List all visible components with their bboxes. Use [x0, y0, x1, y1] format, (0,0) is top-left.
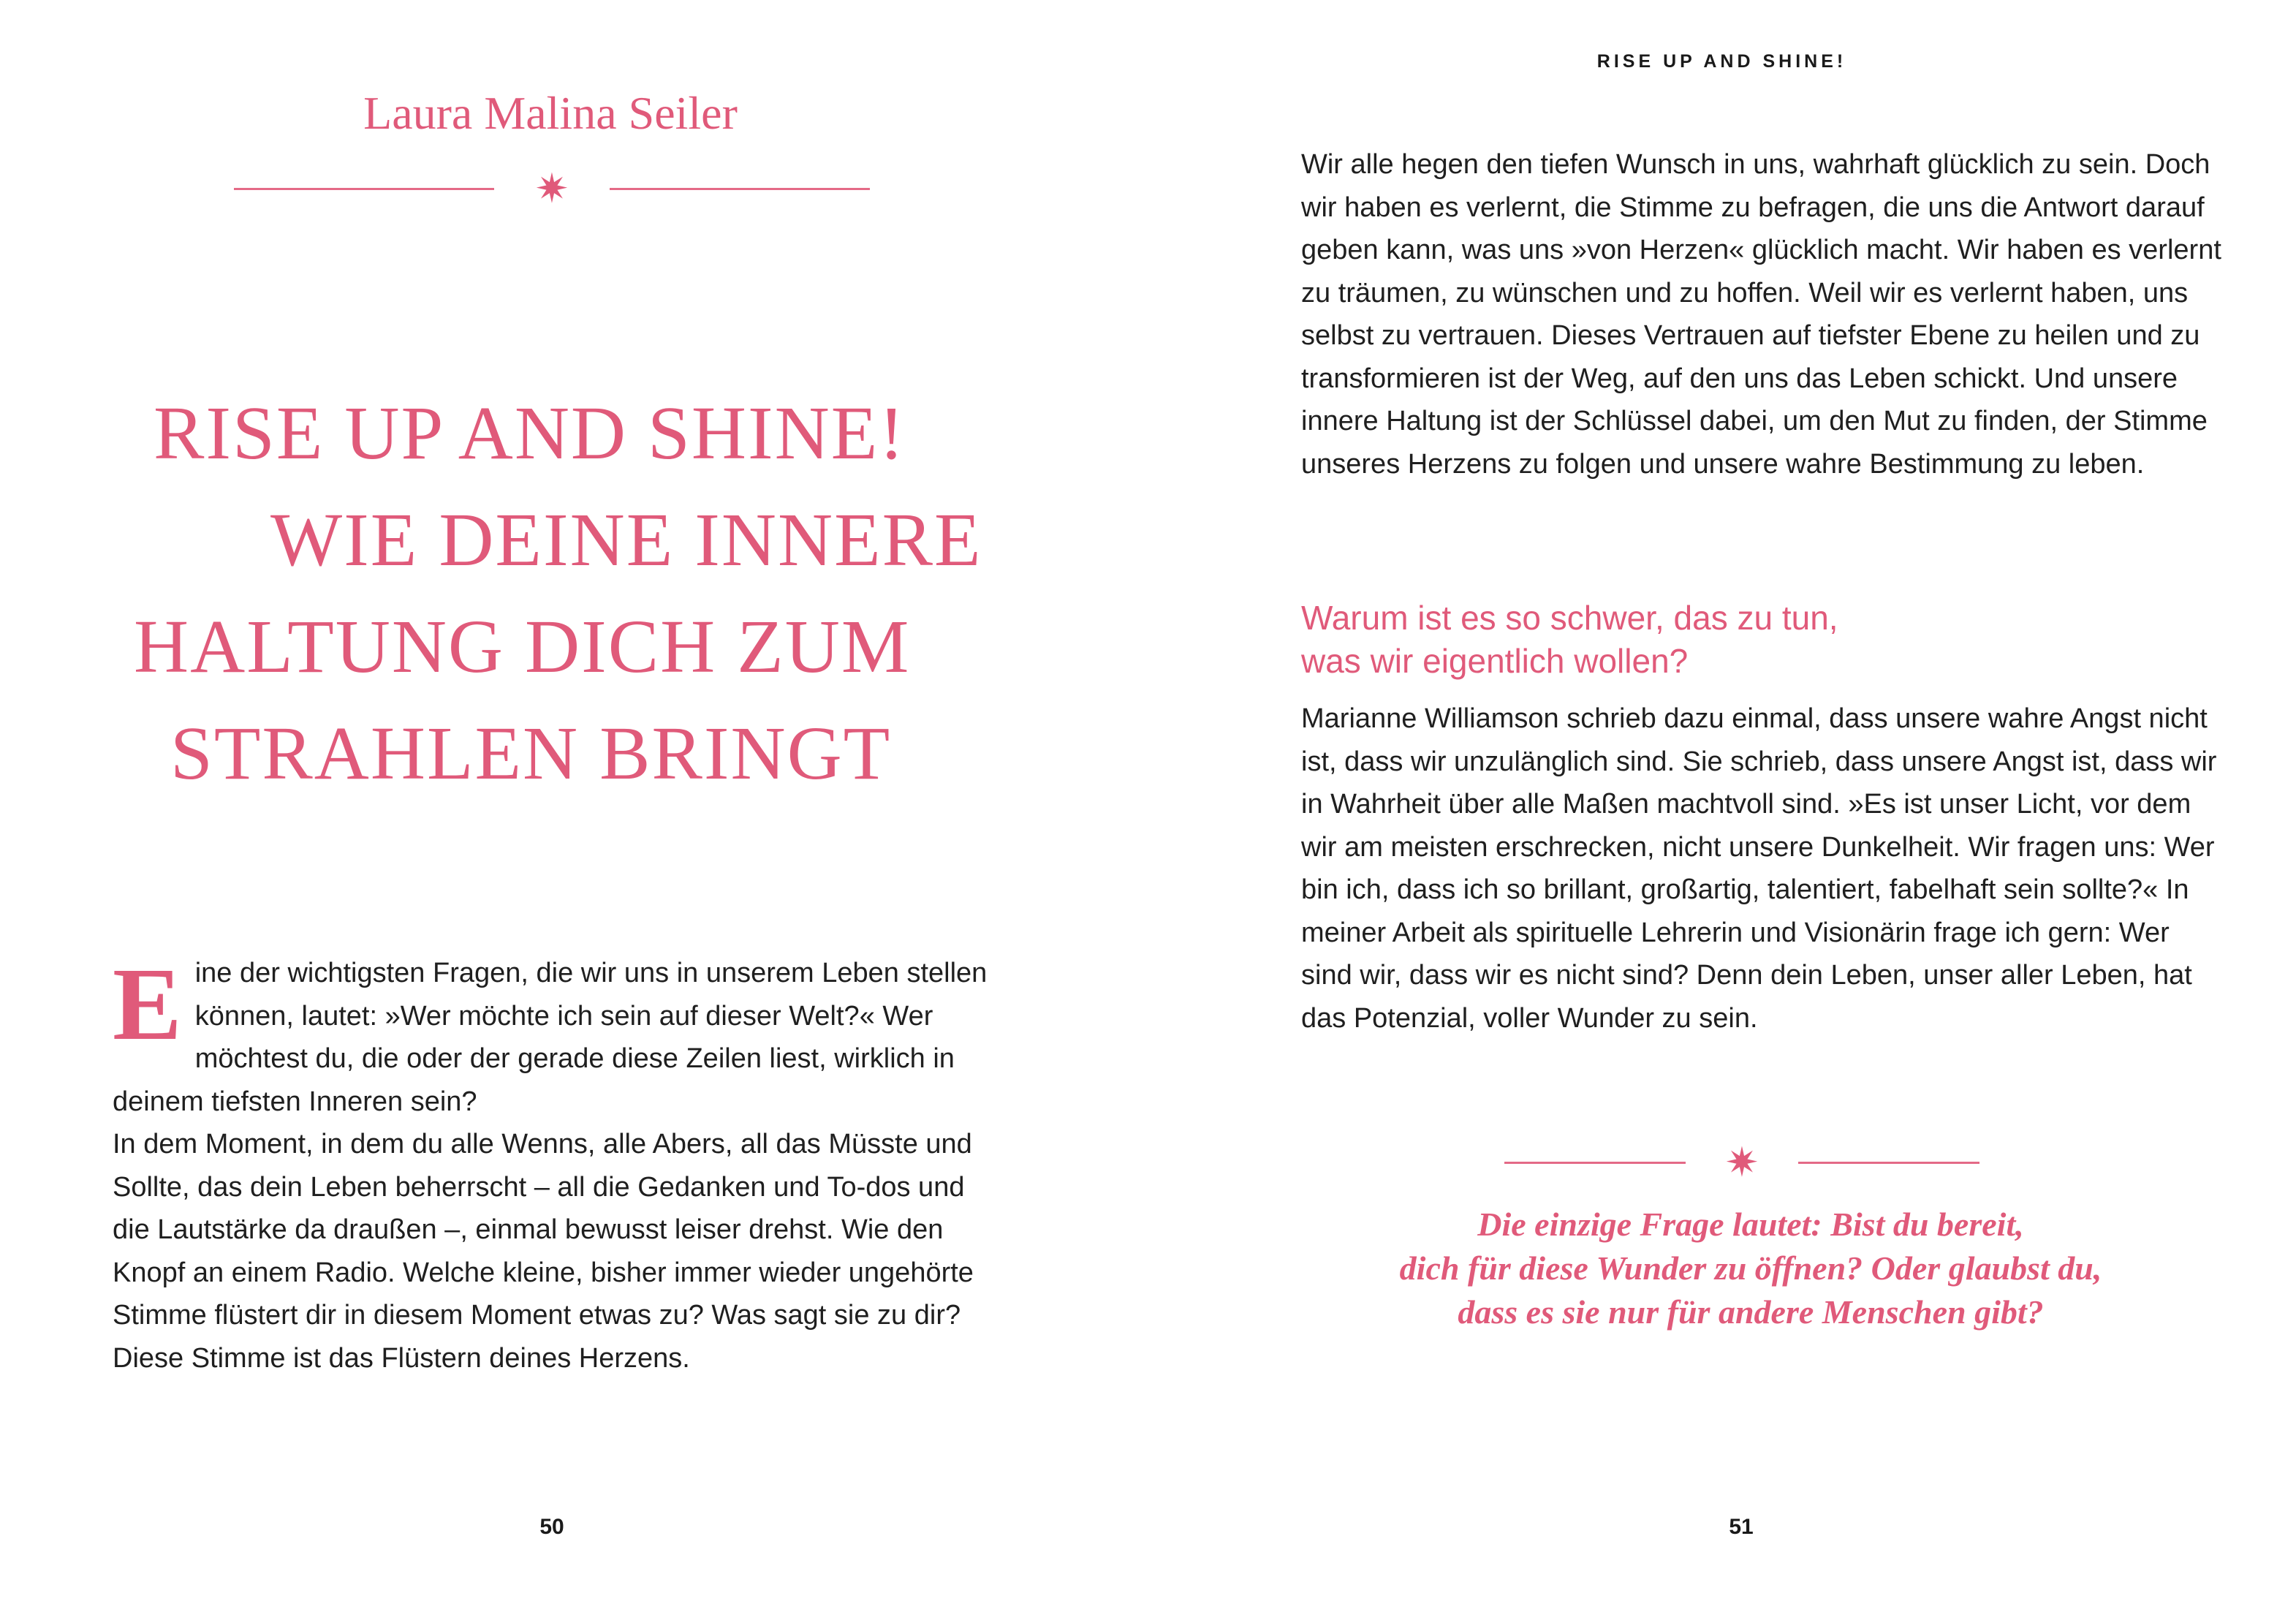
author-name: Laura Malina Seiler	[363, 87, 738, 139]
section-heading-line: was wir eigentlich wollen?	[1301, 642, 1689, 680]
star-burst-icon: ✷	[1724, 1139, 1759, 1185]
chapter-title-line: RISE UP AND SHINE!	[154, 391, 906, 475]
star-burst-icon: ✷	[534, 165, 569, 211]
running-head: RISE UP AND SHINE!	[1596, 51, 1847, 72]
drop-cap: E	[113, 946, 182, 1062]
pull-quote-line: Die einzige Frage lautet: Bist du bereit,	[1477, 1206, 2024, 1243]
divider-line-left	[1504, 1162, 1686, 1164]
pull-quote-line: dich für diese Wunder zu öffnen? Oder glaubst du,	[1399, 1249, 2102, 1287]
body-paragraph: Marianne Williamson schrieb dazu einmal, dass unsere wahre Angst nicht ist, dass wir unzulänglich sind. Sie schrieb, dass unsere Angst ist, dass wir in Wahrheit über alle Maßen machtvoll sind. »Es ist unser Licht, vor dem wir am meisten erschrecken, nicht unsere Dunkelheit. Wir fragen uns: Wer bin ich, dass ich so brillant, großartig, talentiert, fabelhaft sein sollte?« In meiner Arbeit als spirituelle Lehrerin und Visionärin frage ich gern: Wer sind wir, dass wir es nicht sind? Denn dein Leben, unser aller Leben, hat das Potenzial, voller Wunder zu sein.	[1301, 703, 2217, 1034]
left-body-text	[113, 946, 990, 1380]
ornament-divider	[1504, 1140, 1979, 1184]
divider-line-right	[610, 188, 870, 190]
chapter-title-line: HALTUNG DICH ZUM	[134, 605, 911, 689]
chapter-title	[0, 380, 1101, 807]
ornament-divider	[234, 167, 870, 211]
divider-line-left	[234, 188, 494, 190]
paragraph: ine der wichtigsten Fragen, die wir uns in unserem Leben stellen können, lautet: »Wer möchte ich sein auf dieser Welt?« Wer möchtest du, die oder der gerade diese Zeilen liest, wirklich in deinem tiefsten Inneren sein?	[113, 958, 988, 1117]
page-number: 51	[1729, 1515, 1754, 1539]
chapter-title-line: STRAHLEN BRINGT	[170, 711, 892, 795]
intro-paragraph: Wir alle hegen den tiefen Wunsch in uns, wahrhaft glücklich zu sein. Doch wir haben es verlernt, die Stimme zu befragen, die uns die Antwort darauf geben kann, was uns »von Herzen« glücklich macht. Wir haben es verlernt zu träumen, zu wünschen und zu hoffen. Weil wir es verlernt haben, uns selbst zu vertrauen. Dieses Vertrauen auf tiefster Ebene zu heilen und zu transformieren ist der Weg, auf den uns das Leben schickt. Und unsere innere Haltung ist der Schlüssel dabei, um den Mut zu finden, der Stimme unseres Herzens zu folgen und unsere wahre Bestimmung zu leben.	[1301, 149, 2221, 480]
pull-quote-line: dass es sie nur für andere Menschen gibt?	[1458, 1293, 2044, 1331]
paragraph: In dem Moment, in dem du alle Wenns, alle Abers, all das Müsste und Sollte, das dein Leben beherrscht – all die Gedanken und To-dos und die Lautstärke da draußen –, einmal bewusst leiser drehst. Wie den Knopf an einem Radio. Welche kleine, bisher immer wieder ungehörte Stimme flüstert dir in diesem Moment etwas zu? Was sagt sie zu dir? Diese Stimme ist das Flüstern deines Herzens.	[113, 1129, 974, 1374]
divider-line-right	[1798, 1162, 1979, 1164]
section-heading-line: Warum ist es so schwer, das zu tun,	[1301, 599, 1838, 637]
pull-quote	[1301, 1203, 2200, 1334]
chapter-title-line: WIE DEINE INNERE	[270, 498, 982, 582]
section-heading	[1301, 597, 2222, 683]
page-number: 50	[539, 1515, 564, 1539]
